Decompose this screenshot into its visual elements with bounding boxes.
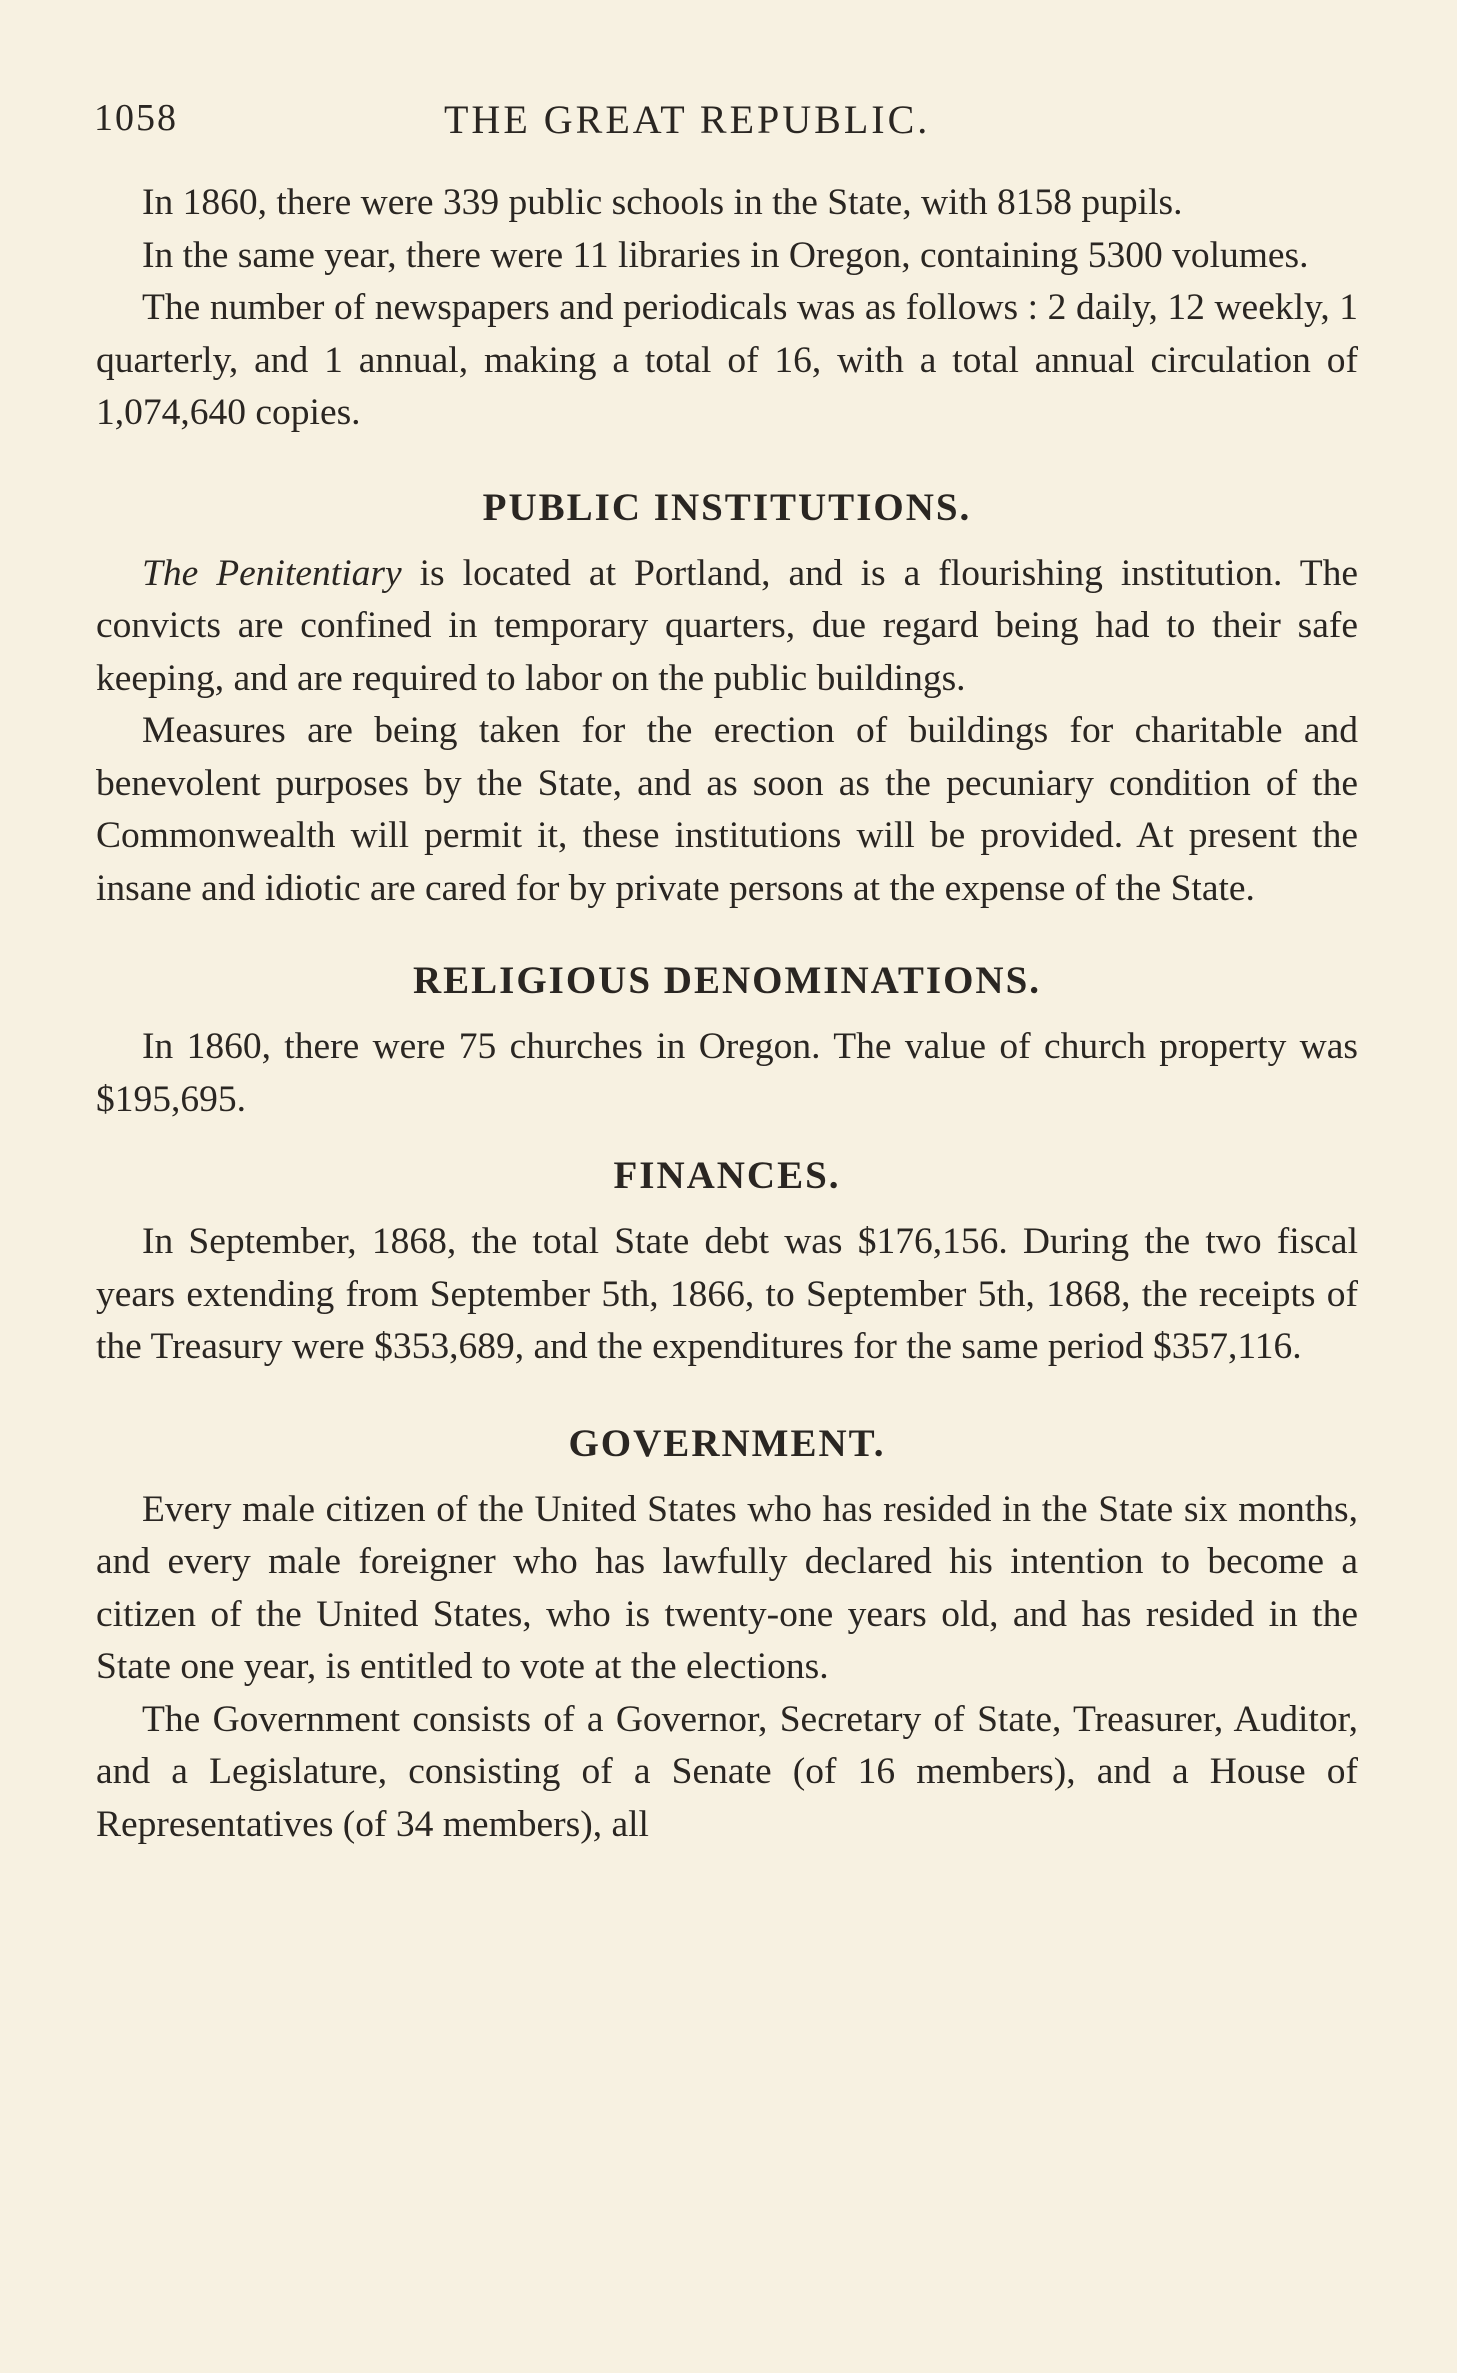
heading-public-institutions: PUBLIC INSTITUTIONS. [482, 485, 972, 529]
penitentiary-title: The Penitentiary [142, 552, 402, 594]
body-text [96, 177, 1358, 1851]
paragraph-measures: Measures are being taken for the erection of buildings for charitable and benevolent purposes by the State, and as soon as the pecuniary condition of the Commonwealth will permit it, these institutions will be provided. At present the insane and idiotic are cared for by private persons at the expense of the State. [96, 710, 1358, 909]
paragraph-schools: In 1860, there were 339 public schools in the State, with 8158 pupils. [142, 182, 1183, 223]
running-head [94, 96, 1354, 152]
heading-religious-denominations: RELIGIOUS DENOMINATIONS. [412, 959, 1042, 1002]
paragraph-government: The Government consists of a Governor, Secretary of State, Treasurer, Auditor, and a Legislature, consisting of a Senate (of 16 members), and a House of Representatives (of 34 members), all [96, 1698, 1358, 1845]
paragraph-churches: In 1860, there were 75 churches in Oregon. The value of church property was $195,695. [96, 1026, 1358, 1120]
paragraph-libraries: In the same year, there were 11 libraries in Oregon, containing 5300 volumes. [142, 234, 1309, 276]
page-number: 1058 [94, 97, 178, 139]
penitentiary-text: is located at Portland, and is a flourishing institution. The convicts are confined in temporary quarters, due regard being had to their safe keeping, and are required to labor on the public buildings. [96, 552, 1359, 699]
paragraph-finances: In September, 1868, the total State debt was $176,156. During the two fiscal years extending from September 5th, 1866, to September 5th, 1868, the receipts of the Treasury were $353,689, and the expenditures for the same period $357,116. [96, 1221, 1358, 1367]
heading-finances: FINANCES. [613, 1154, 841, 1197]
paragraph-voting: Every male citizen of the United States who has resided in the State six months, and every male foreigner who has lawfully declared his intention to become a citizen of the United States, who is twenty-one years old, and has resided in the State one year, is entitled to vote at the elections. [96, 1488, 1358, 1687]
paragraph-newspapers: The number of newspapers and periodicals was as follows : 2 daily, 12 weekly, 1 quarterly, and 1 annual, making a total of 16, with a total annual circulation of 1,074,640 copies. [96, 287, 1358, 433]
paragraph-penitentiary [96, 548, 1358, 706]
running-title: THE GREAT REPUBLIC. [444, 97, 931, 142]
heading-government: GOVERNMENT. [568, 1421, 886, 1465]
